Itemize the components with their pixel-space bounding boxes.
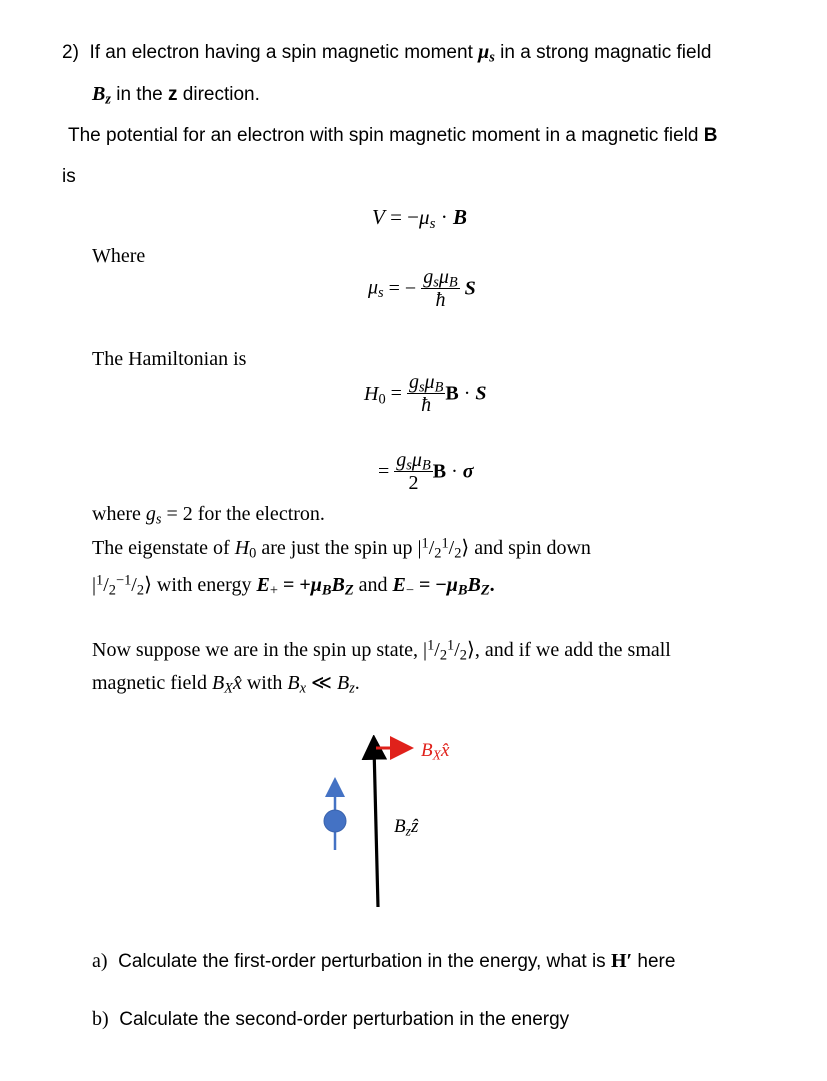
problem-line-2 bbox=[92, 83, 260, 106]
bx-label-b: B bbox=[421, 740, 433, 761]
z-word: z bbox=[168, 84, 178, 105]
h0-num-g: g bbox=[408, 371, 419, 393]
bz-label bbox=[394, 816, 418, 838]
eigen-post: and spin down bbox=[474, 537, 591, 559]
potential-text: The potential for an electron with spin magnetic moment in a magnetic field bbox=[68, 125, 699, 146]
v-lhs: V bbox=[372, 205, 385, 229]
question-a-label: a) bbox=[92, 950, 108, 972]
bx-label-sub: X bbox=[432, 747, 441, 763]
v-mu: μ bbox=[419, 205, 430, 229]
e-plus: E bbox=[256, 574, 270, 596]
sigma-den: 2 bbox=[408, 472, 419, 494]
eigen-mid: are just the spin up bbox=[261, 537, 413, 559]
v-dot: · bbox=[440, 205, 448, 229]
ket-close: ⟩ bbox=[467, 639, 475, 661]
sigma-num-mu-sub: B bbox=[421, 457, 431, 474]
equation-h0 bbox=[364, 371, 487, 417]
mu-b-sub: B bbox=[321, 582, 332, 599]
question-a-post: here bbox=[637, 951, 676, 972]
period: . bbox=[489, 574, 495, 596]
e-plus-sub: + bbox=[269, 582, 278, 599]
v-b: B bbox=[452, 205, 467, 229]
field-period: . bbox=[354, 672, 360, 694]
mu-num-mu-sub: B bbox=[448, 274, 458, 291]
sigma-num-g: g bbox=[396, 449, 407, 471]
potential-is: is bbox=[62, 166, 76, 187]
gs-post: = 2 for the electron. bbox=[166, 503, 325, 525]
h0-dot: · bbox=[463, 382, 471, 405]
ket-num-neg: −1 bbox=[115, 572, 132, 589]
ket-den: 2 bbox=[434, 545, 442, 562]
bz-label-sub: z bbox=[405, 823, 411, 839]
sigma-op: = bbox=[378, 460, 390, 483]
with-word: with bbox=[246, 672, 283, 694]
mu-lhs: μ bbox=[368, 276, 379, 299]
mu-num-g: g bbox=[423, 266, 434, 288]
e-minus-val: = − bbox=[418, 574, 447, 596]
bz-arrow bbox=[374, 747, 378, 907]
h0-num-g-sub: s bbox=[418, 379, 425, 396]
mu-b: μ bbox=[310, 574, 322, 596]
field-pre: magnetic field bbox=[92, 672, 207, 694]
mu-lhs-sub: s bbox=[378, 285, 384, 302]
bz2-sub: z bbox=[349, 680, 355, 697]
problem-line-2-text: in the bbox=[116, 84, 163, 105]
hamiltonian-label: The Hamiltonian is bbox=[92, 348, 247, 370]
bz-label-b: B bbox=[394, 816, 406, 837]
bx2: B bbox=[287, 672, 300, 694]
sigma-fraction bbox=[394, 449, 432, 495]
h0-num-mu-sub: B bbox=[434, 379, 444, 396]
eigen-line bbox=[92, 535, 591, 560]
eigen-h0: H bbox=[234, 537, 250, 559]
ket-bar: | bbox=[92, 574, 97, 596]
h0-den: ħ bbox=[421, 394, 432, 416]
ket-num: 1 bbox=[421, 535, 429, 552]
mu-s-symbol: μ bbox=[478, 41, 490, 63]
e-minus-sub: − bbox=[405, 582, 414, 599]
e-plus-val: = + bbox=[282, 574, 311, 596]
h0-op: = bbox=[390, 382, 402, 405]
mu-op: = − bbox=[388, 277, 417, 300]
bx: B bbox=[211, 672, 225, 694]
problem-line-1 bbox=[62, 41, 711, 64]
ket-bar: | bbox=[423, 639, 428, 661]
mu-num-mu: μ bbox=[438, 266, 449, 288]
h0-fraction bbox=[407, 371, 445, 417]
question-b bbox=[92, 1008, 569, 1031]
sigma-num-g-sub: s bbox=[406, 457, 412, 474]
b-z: B bbox=[331, 574, 345, 596]
mu-b: μ bbox=[446, 574, 458, 596]
sigma-b: B bbox=[432, 460, 447, 483]
gs-sub: s bbox=[155, 511, 162, 528]
ket-den: 2 bbox=[136, 582, 145, 599]
v-op: = − bbox=[390, 205, 420, 229]
ket-den: 2 bbox=[108, 582, 116, 599]
b-z-sub: Z bbox=[480, 582, 490, 599]
mu-s-sub: s bbox=[489, 49, 495, 66]
h0-s: S bbox=[475, 382, 487, 405]
bx-sub: X bbox=[224, 680, 233, 697]
equation-v bbox=[372, 205, 467, 230]
mu-s: S bbox=[464, 277, 476, 300]
now-pre: Now suppose we are in the spin up state, bbox=[92, 639, 419, 661]
bx2-sub: x bbox=[299, 680, 307, 697]
where-label: Where bbox=[92, 245, 146, 267]
electron-dot bbox=[324, 810, 346, 832]
gs-line bbox=[92, 503, 325, 526]
gs-symbol: g bbox=[145, 503, 156, 525]
eigen-pre: The eigenstate of bbox=[92, 537, 230, 559]
now-line bbox=[92, 637, 671, 662]
sigma-num-mu: μ bbox=[411, 449, 422, 471]
bz-sub: z bbox=[105, 91, 111, 108]
mu-fraction bbox=[421, 266, 459, 312]
ket-close: ⟩ bbox=[461, 537, 470, 559]
ket-num: 1 bbox=[427, 637, 435, 654]
mu-den: ħ bbox=[435, 289, 446, 311]
ket-den: 2 bbox=[439, 647, 448, 664]
energy-pre: with energy bbox=[156, 574, 252, 596]
bz-label-hat: ẑ bbox=[410, 816, 419, 837]
ket-num: 1 bbox=[447, 637, 455, 654]
equation-sigma bbox=[378, 449, 474, 495]
ket-den: 2 bbox=[459, 647, 467, 664]
mu-num-g-sub: s bbox=[433, 274, 439, 291]
energy-line bbox=[92, 572, 495, 597]
ket-up-2: $|^1/_2^1/_2⟩$ bbox=[423, 637, 475, 664]
e-minus: E bbox=[392, 574, 406, 596]
v-mu-sub: s bbox=[429, 215, 436, 232]
mu-b-sub: B bbox=[457, 582, 468, 599]
b-z: B bbox=[467, 574, 481, 596]
problem-intro: If an electron having a spin magnetic moment bbox=[89, 42, 473, 63]
sigma-dot: · bbox=[451, 460, 458, 483]
sigma-sigma: σ bbox=[462, 460, 474, 483]
ket-down: $|^1/_2^{-1}/_2⟩$ bbox=[92, 572, 152, 599]
bx-label bbox=[421, 740, 449, 762]
ket-den: 2 bbox=[454, 545, 462, 562]
direction-word: direction. bbox=[182, 84, 260, 105]
equation-mu bbox=[368, 266, 476, 312]
xhat: x̂ bbox=[232, 672, 242, 694]
b-symbol: B bbox=[703, 125, 718, 146]
bz-symbol: B bbox=[92, 83, 106, 105]
eigen-h0-sub: 0 bbox=[249, 545, 257, 562]
potential-line bbox=[68, 125, 718, 147]
b-z-sub: Z bbox=[344, 582, 354, 599]
question-b-label: b) bbox=[92, 1008, 109, 1030]
bx-label-hat: x̂ bbox=[440, 740, 450, 761]
now-post: , and if we add the small bbox=[474, 639, 671, 661]
field-line bbox=[92, 670, 360, 695]
h0-b: B bbox=[445, 382, 459, 405]
gs-pre: where bbox=[92, 503, 141, 525]
h0-lhs-sub: 0 bbox=[378, 391, 386, 408]
ket-up: $|^1/_2^1/_2⟩$ bbox=[417, 535, 470, 562]
ll-symbol: ≪ bbox=[311, 672, 332, 694]
h0-num-mu: μ bbox=[424, 371, 435, 393]
ket-num: 1 bbox=[441, 535, 449, 552]
problem-number: 2) bbox=[62, 42, 79, 63]
problem-intro-2: in a strong magnatic field bbox=[500, 42, 712, 63]
h0-lhs: H bbox=[364, 382, 379, 405]
question-a-symbol: H′ bbox=[610, 950, 633, 972]
ket-num: 1 bbox=[96, 572, 104, 589]
question-b-text: Calculate the second-order perturbation in the energy bbox=[119, 1009, 570, 1030]
ket-close: ⟩ bbox=[144, 574, 152, 596]
and-word: and bbox=[358, 574, 388, 596]
bz2: B bbox=[336, 672, 350, 694]
ket-bar: | bbox=[417, 537, 422, 559]
question-a bbox=[92, 950, 675, 973]
question-a-text: Calculate the first-order perturbation in the energy, what is bbox=[118, 951, 606, 972]
